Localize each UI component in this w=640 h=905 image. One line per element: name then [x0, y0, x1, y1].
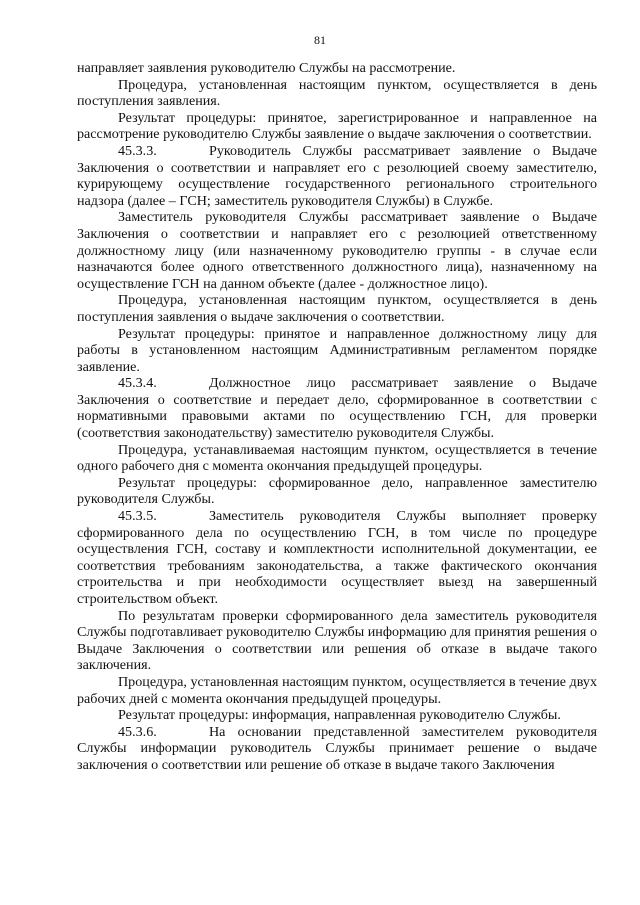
document-body: [77, 60, 597, 774]
paragraph: [77, 475, 597, 508]
paragraph: [77, 143, 597, 209]
page-number: 81: [314, 33, 326, 47]
paragraph: [77, 110, 597, 143]
paragraph: [77, 442, 597, 475]
paragraph-text: Заместитель руководителя Службы рассматривает заявление о Выдаче Заключения о соответствии и направляет его с резолюцией ответственному должностному лицу (или назначенному руководителю группы - в случае если назначаются более одного ответственного должностного лица), назначенному на осуществление ГСН на данном объекте (далее - должностное лицо).: [77, 209, 597, 292]
paragraph-text: направляет заявления руководителю Службы на рассмотрение.: [77, 60, 456, 76]
paragraph: [77, 375, 597, 441]
paragraph-text: Процедура, устанавливаемая настоящим пунктом, осуществляется в течение одного рабочего дня с момента окончания предыдущей процедуры.: [77, 441, 597, 475]
paragraph: [77, 674, 597, 707]
clause-number: 45.3.4.: [118, 375, 157, 392]
paragraph: [77, 209, 597, 292]
paragraph: [77, 724, 597, 774]
paragraph-text: По результатам проверки сформированного дела заместитель руководителя Службы подготавливает руководителю Службы информацию для принятия решения о Выдаче Заключения о соответствии или решения об отказе в выдаче такого заключения.: [77, 607, 597, 674]
paragraph-text: Должностное лицо рассматривает заявление о Выдаче Заключения о соответствие и передает дело, сформированное в соответствии с нормативными правовыми актами по осуществлению ГСН, для проверки (соответствия законодательству) заместителю руководителя Службы.: [77, 375, 597, 442]
paragraph-text: Результат процедуры: сформированное дело, направленное заместителю руководителя Службы.: [77, 474, 597, 508]
paragraph: [77, 292, 597, 325]
paragraph-text: Процедура, установленная настоящим пунктом, осуществляется в день поступления заявления.: [77, 76, 597, 110]
paragraph-text: Результат процедуры: информация, направленная руководителю Службы.: [118, 707, 561, 724]
paragraph-text: Процедура, установленная настоящим пунктом, осуществляется в течение двух рабочих дней с момента окончания предыдущей процедуры.: [77, 673, 597, 707]
paragraph-text: Результат процедуры: принятое, зарегистрированное и направленное на рассмотрение руководителю Службы заявление о выдаче заключения о соответствии.: [77, 109, 597, 143]
paragraph-text: Результат процедуры: принятое и направленное должностному лицу для работы в установленном настоящим Административным регламентом порядке заявление.: [77, 325, 597, 375]
paragraph: [77, 608, 597, 674]
paragraph-text: На основании представленной заместителем руководителя Службы информации руководитель Службы принимает решение о выдаче заключения о соответствии или решение об отказе в выдаче такого Заключения: [77, 723, 597, 773]
paragraph-text: Руководитель Службы рассматривает заявление о Выдаче Заключения о соответствии и направляет его с резолюцией своему заместителю, курирующему осуществление государственного регионального строительного надзора (далее – ГСН; заместитель руководителя Службы) в Службе.: [77, 142, 597, 209]
clause-number: 45.3.6.: [118, 723, 157, 740]
paragraph-text: Процедура, установленная настоящим пунктом, осуществляется в день поступления заявления о выдаче заключения о соответствии.: [77, 292, 597, 325]
paragraph: [77, 508, 597, 608]
paragraph: [77, 326, 597, 376]
clause-number: 45.3.5.: [118, 508, 157, 525]
clause-number: 45.3.3.: [118, 142, 157, 159]
paragraph: [77, 60, 597, 77]
paragraph: [77, 707, 597, 724]
paragraph: [77, 77, 597, 110]
paragraph-text: Заместитель руководителя Службы выполняет проверку сформированного дела по осуществлению ГСН, в том числе по процедуре осуществления ГСН, составу и комплектности исполнительной документации, ее соответствия требованиям законодательства, а также фактического окончания строительства и при необходимости осуществляет выезд на завершенный строительством объект.: [77, 508, 597, 607]
